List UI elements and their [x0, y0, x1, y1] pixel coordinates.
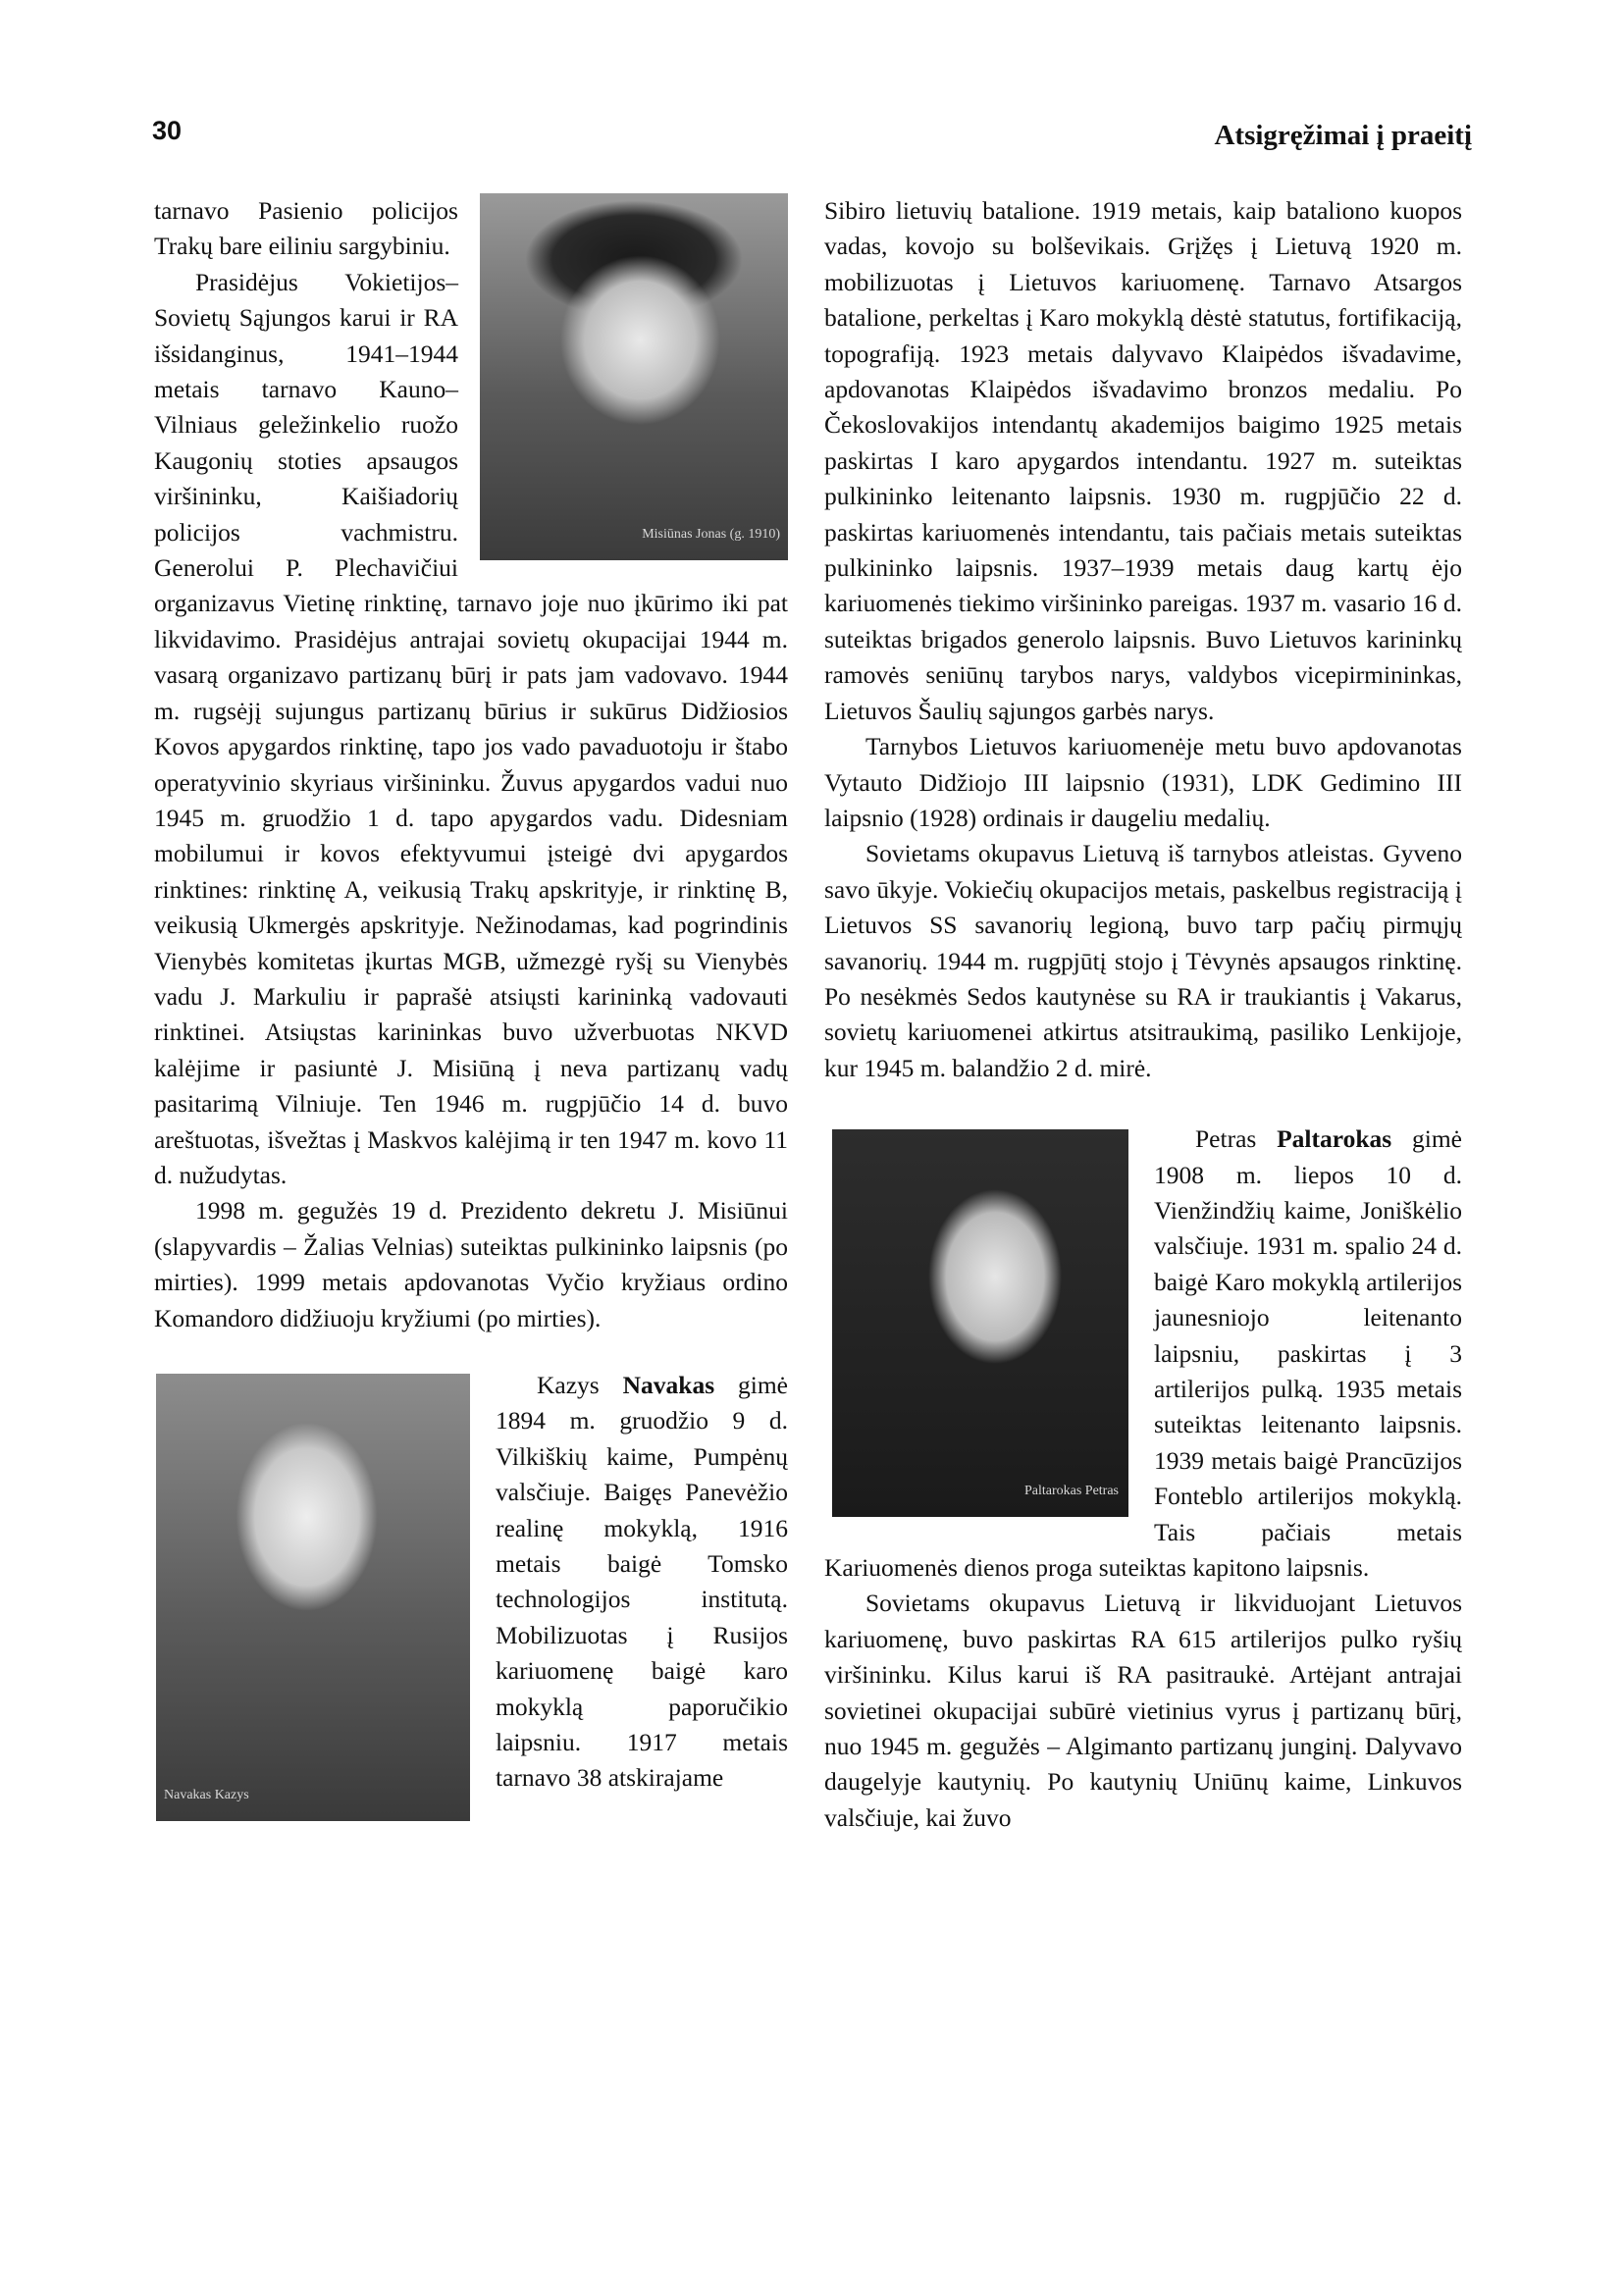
paragraph: Sovietams okupavus Lietuvą ir likviduojant Lietuvos kariuomenę, buvo paskirtas RA 615 artilerijos pulko ryšių viršininku. Kilus karui iš RA pasitraukė. Artėjant antrajai sovietinei okupacijai subūrė vietinius vyrus į partizanų būrį, nuo 1945 m. gegužės – Algimanto partizanų junginį. Dalyvavo daugelyje kautynių. Po kautynių Uniūnų kaime, Linkuvos valsčiuje, kai žuvo: [824, 1589, 1462, 1832]
portrait-photo-paltarokas: [832, 1129, 1128, 1517]
left-column: [154, 193, 788, 1829]
paragraph: Sibiro lietuvių batalione. 1919 metais, kaip bataliono kuopos vadas, kovojo su bolševikais. Grįžęs į Lietuvą 1920 m. mobilizuotas į Lietuvos kariuomenę. Tarnavo Atsargos batalione, perkeltas į Karo mokyklą dėstė statutus, fortifikaciją, topografiją. 1923 metais dalyvavo Klaipėdos išvadavime, apdovanotas Klaipėdos išvadavimo bronzos medaliu. Po Čekoslovakijos intendantų akademijos baigimo 1925 metais paskirtas I karo apygardos intendantu. 1927 m. suteiktas pulkininko leitenanto laipsnis. 1930 m. rugpjūčio 22 d. paskirtas kariuomenės intendantu, tais pačiais metais suteiktas pulkininko laipsnis. 1937–1939 metais daug kartų ėjo kariuomenės tiekimo viršininko pareigas. 1937 m. vasario 16 d. suteiktas brigados generolo laipsnis. Buvo Lietuvos karininkų ramovės seniūnų tarybos narys, valdybos vicepirmininkas, Lietuvos Šaulių sąjungos garbės narys.: [824, 196, 1462, 725]
paragraph: tarnavo Pasienio policijos Trakų bare eiliniu sargybiniu.: [154, 196, 458, 261]
running-head: Atsigręžimai į praeitį: [1214, 120, 1472, 151]
page-number: 30: [152, 116, 183, 145]
photo-caption: Navakas Kazys: [164, 1787, 249, 1802]
surname: Paltarokas: [1277, 1124, 1392, 1154]
first-name: Kazys: [537, 1371, 600, 1399]
portrait-photo-navakas: [156, 1374, 470, 1821]
biography-text: gimė 1894 m. gruodžio 9 d. Vilkiškių kaime, Pumpėnų valsčiuje. Baigęs Panevėžio realinę mokyklą, 1916 metais baigė Tomsko technologijos institutą. Mobilizuotas į Rusijos kariuomenę baigė karo mokyklą paporučikio laipsniu. 1917 metais tarnavo 38 atskirajame: [496, 1371, 789, 1793]
portrait-photo-misiunas: [480, 193, 788, 560]
photo-caption: Misiūnas Jonas (g. 1910): [642, 526, 780, 542]
first-name: Petras: [1195, 1124, 1257, 1154]
paragraph: Tarnybos Lietuvos kariuomenėje metu buvo apdovanotas Vytauto Didžiojo III laipsnio (1931), LDK Gedimino III laipsnio (1928) ordinais ir daugeliu medalių.: [824, 732, 1462, 832]
paragraph: Prasidėjus Vokietijos–Sovietų Sąjungos karui ir RA išsidanginus, 1941–1944 metais tarnavo Kauno–Vilniaus geležinkelio ruožo Kaugonių stoties apsaugos viršininku, Kaišiadorių policijos vachmistru. Generolui P. Plechavičiui organizavus Vietinę rinktinę, tarnavo joje nuo įkūrimo iki pat likvidavimo. Prasidėjus antrajai sovietų okupacijai 1944 m. vasarą organizavo partizanų būrį ir pats jam vadovavo. 1944 m. rugsėjį sujungus partizanų būrius ir sukūrus Didžiosios Kovos apygardos rinktinę, tapo jos vado pavaduotoju ir štabo operatyvinio skyriaus viršininku. Žuvus apygardos vadui nuo 1945 m. gruodžio 1 d. tapo apygardos vadu. Didesniam mobilumui ir kovos efektyvumui įsteigė dvi apygardos rinktines: rinktinę A, veikusią Trakų apskrityje, ir rinktinę B, veikusią Ukmergės apskrityje. Nežinodamas, kad pogrindinis Vienybės komitetas įkurtas MGB, užmezgė ryšį su Vienybės vadu J. Markuliu ir paprašė atsiųsti karininką vadovauti rinktinei. Atsiųstas karininkas buvo užverbuotas NKVD kalėjime ir pasiuntė J. Misiūną į neva partizanų vadų pasitarimą Vilniuje. Ten 1946 m. rugpjūčio 14 d. buvo areštuotas, išvežtas į Maskvos kalėjimą ir ten 1947 m. kovo 11 d. nužudytas.: [154, 267, 788, 1189]
paragraph: Sovietams okupavus Lietuvą iš tarnybos atleistas. Gyveno savo ūkyje. Vokiečių okupacijos metais, paskelbus registraciją į Lietuvos SS savanorių legioną, buvo tarp pačių pirmųjų savanorių. 1944 m. rugpjūtį stojo į Tėvynės apsaugos rinktinę. Po nesėkmės Sedos kautynėse su RA ir traukiantis į Vakarus, sovietų kariuomenei atkirtus atsitraukimą, pasiliko Lenkijoje, kur 1945 m. balandžio 2 d. mirė.: [824, 839, 1462, 1082]
paragraph: 1998 m. gegužės 19 d. Prezidento dekretu J. Misiūnui (slapyvardis – Žalias Velnias) suteiktas pulkininko laipsnis (po mirties). 1999 metais apdovanotas Vyčio kryžiaus ordino Komandoro didžiuoju kryžiumi (po mirties).: [154, 1196, 788, 1332]
surname: Navakas: [622, 1371, 715, 1399]
right-column: [824, 193, 1462, 1836]
photo-caption: Paltarokas Petras: [1023, 1483, 1119, 1498]
biography-text: gimė 1908 m. liepos 10 d. Vienžindžių kaime, Joniškėlio valsčiuje. 1931 m. spalio 24 d. baigė Karo mokyklą artilerijos jaunesniojo leitenanto laipsniu, paskirtas į 3 artilerijos pulką. 1935 metais suteiktas leitenanto laipsnis. 1939 metais baigė Prancūzijos Fonteblo artilerijos mokyklą. Tais pačiais metais Kariuomenės dienos proga suteiktas kapitono laipsnis.: [824, 1124, 1463, 1583]
